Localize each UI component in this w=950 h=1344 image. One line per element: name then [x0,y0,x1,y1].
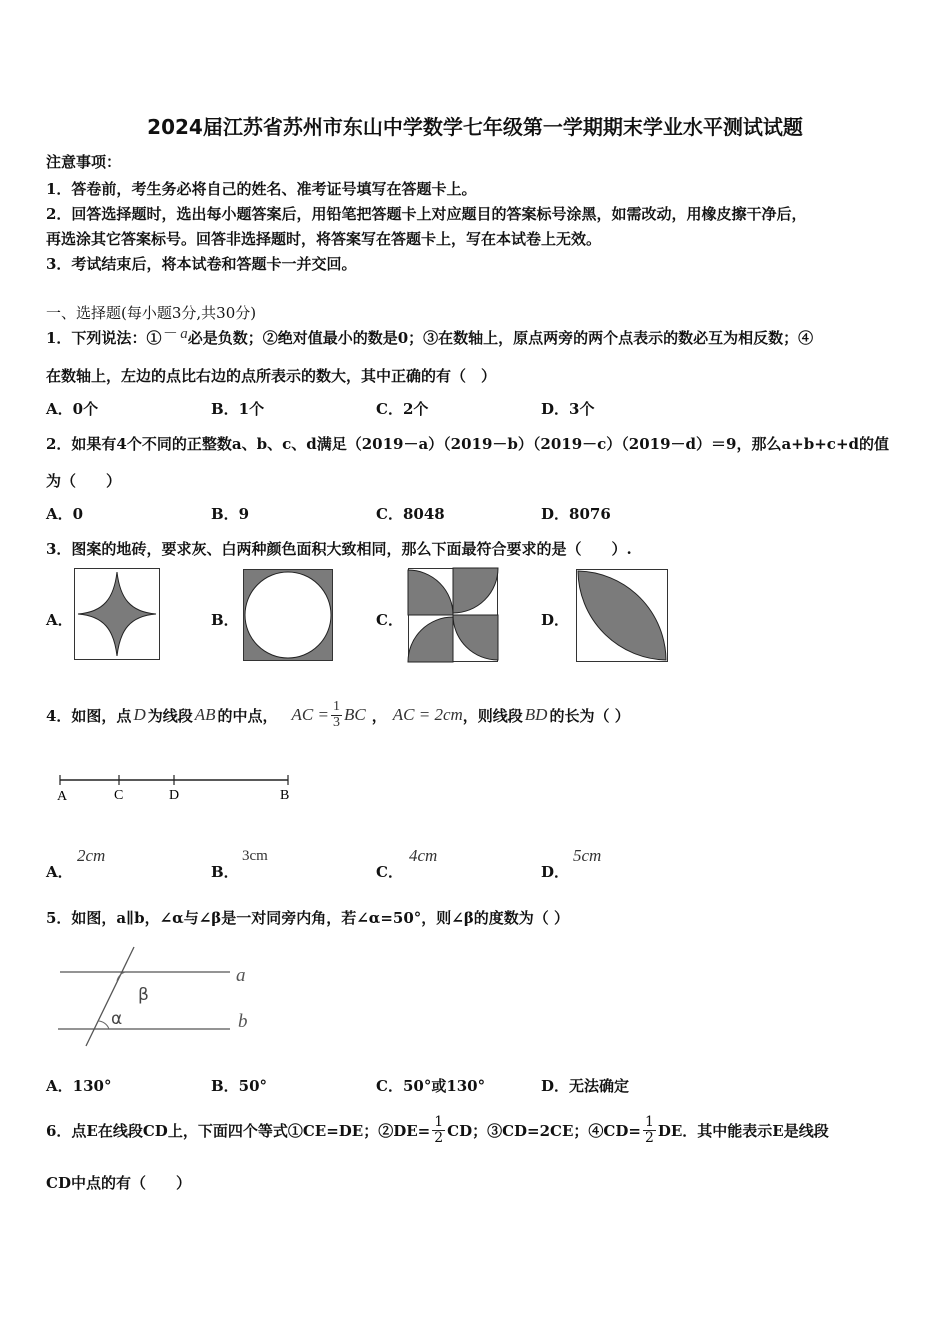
q4-segment-ab: AB [194,705,216,724]
page-title: 2024届江苏省苏州市东山中学数学七年级第一学期期末学业水平测试试题 [147,115,803,139]
q4-point-label-d: D [169,788,180,803]
q4-eq1-fraction [331,700,342,730]
q1-option-a: A．0个 [46,400,99,418]
notice-line-1: 1．答卷前，考生务必将自己的姓名、准考证号填写在答题卡上。 [46,180,477,198]
q6-fraction-2 [643,1115,656,1145]
q5-line-1: 5．如图，a∥b，∠α与∠β是一对同旁内角，若∠α=50°，则∠β的度数为（ ） [46,909,570,927]
q4-option-a: 2cm [77,846,106,865]
q1-line-2: 在数轴上，左边的点比右边的点所表示的数大，其中正确的有（ ） [46,367,497,385]
section-heading: 一、选择题(每小题3分,共30分) [46,304,257,322]
q6-f2-den: 2 [644,1129,654,1146]
q3-label-a: A． [46,611,73,629]
q4-option-b: 3cm [242,848,268,864]
q4-point-label-c: C [114,788,124,803]
q4-eq2: AC = 2cm [392,705,463,724]
q4-option-c: 4cm [409,846,438,865]
q2-line-2: 为（ ） [46,472,122,490]
q6-text-2: CD；③CD=2CE；④CD= [447,1121,641,1140]
q1-text-a: 1．下列说法：① [46,329,162,347]
q1-text-b: 必是负数；②绝对值最小的数是0；③在数轴上，原点两旁的两个点表示的数必互为相反数；④ [187,329,814,347]
q5-parallel-lines-figure [54,945,264,1049]
q5-option-b: B．50° [211,1077,268,1095]
q4-point-d: D [133,705,146,724]
q4-label-b: B． [211,863,239,881]
q6-fraction-1 [432,1115,445,1145]
q5-line-b-label: b [238,1011,248,1032]
q1-line-1 [46,327,813,348]
q6-line-2: CD中点的有（ ） [46,1174,191,1192]
q4-label-d: D． [541,863,570,881]
q4-text-3: 的中点， [217,706,278,725]
q4-eq1-left: AC = [291,705,329,724]
q2-option-d: D．8076 [541,505,611,523]
q4-eq1-right: BC [344,705,366,724]
q1-option-d: D．3个 [541,400,595,418]
q3-label-b: B． [211,611,239,629]
q5-option-a: A．130° [46,1077,112,1095]
tile-b-figure [243,569,333,661]
q2-option-b: B．9 [211,505,250,523]
q4-segment-bd: BD [524,705,548,724]
q4-text-2: 为线段 [147,706,193,725]
q4-text-4: ，则线段 [462,706,523,725]
q4-text-1: 4．如图，点 [46,706,132,725]
q1-option-c: C．2个 [376,400,429,418]
notice-line-3: 再选涂其它答案标号。回答非选择题时，将答案写在答题卡上，写在本试卷上无效。 [46,230,602,248]
notice-line-4: 3．考试结束后，将本试卷和答题卡一并交回。 [46,255,357,273]
q4-option-d: 5cm [573,846,602,865]
q4-comma: ， [371,706,387,725]
q5-option-d: D．无法确定 [541,1077,630,1095]
q5-beta-label: β [138,985,149,1005]
q5-option-c: C．50°或130° [376,1077,486,1095]
q4-label-a: A． [46,863,73,881]
tile-c-figure [408,568,498,662]
q6-f1-num: 1 [434,1113,444,1130]
q4-line-1 [46,693,630,737]
q3-label-c: C． [376,611,403,629]
q2-line-1: 2．如果有4个不同的正整数a、b、c、d满足（2019－a）（2019－b）（2019－c）（2019－d）＝9，那么a+b+c+d的值 [46,435,889,453]
q2-option-c: C．8048 [376,505,445,523]
q4-eq1-num: 1 [333,698,340,714]
q1-option-b: B．1个 [211,400,265,418]
notice-line-2: 2．回答选择题时，选出每小题答案后，用铅笔把答题卡上对应题目的答案标号涂黑，如需改动，用橡皮擦干净后， [46,205,807,223]
q6-f2-num: 1 [644,1113,654,1130]
q4-eq1-den: 3 [333,714,340,730]
notice-heading: 注意事项： [46,153,122,171]
q6-line-1 [46,1108,829,1152]
tile-a-figure [74,568,160,660]
q1-neg-a: － a [161,326,188,342]
q4-segment-figure [56,772,296,806]
q5-line-a-label: a [236,965,246,986]
q6-text-3: DE．其中能表示E是线段 [657,1121,829,1140]
q3-label-d: D． [541,611,570,629]
tile-d-figure [576,569,668,662]
q6-text-1: 6．点E在线段CD上，下面四个等式①CE=DE；②DE= [46,1121,431,1140]
q4-point-label-a: A [57,789,68,804]
q5-alpha-label: α [111,1009,123,1029]
q4-point-label-b: B [280,788,290,803]
q6-f1-den: 2 [434,1129,444,1146]
q4-text-5: 的长为（ ） [549,706,630,725]
q3-line-1: 3．图案的地砖，要求灰、白两种颜色面积大致相同，那么下面最符合要求的是（ ）. [46,540,632,558]
q4-label-c: C． [376,863,403,881]
q2-option-a: A．0 [46,505,84,523]
